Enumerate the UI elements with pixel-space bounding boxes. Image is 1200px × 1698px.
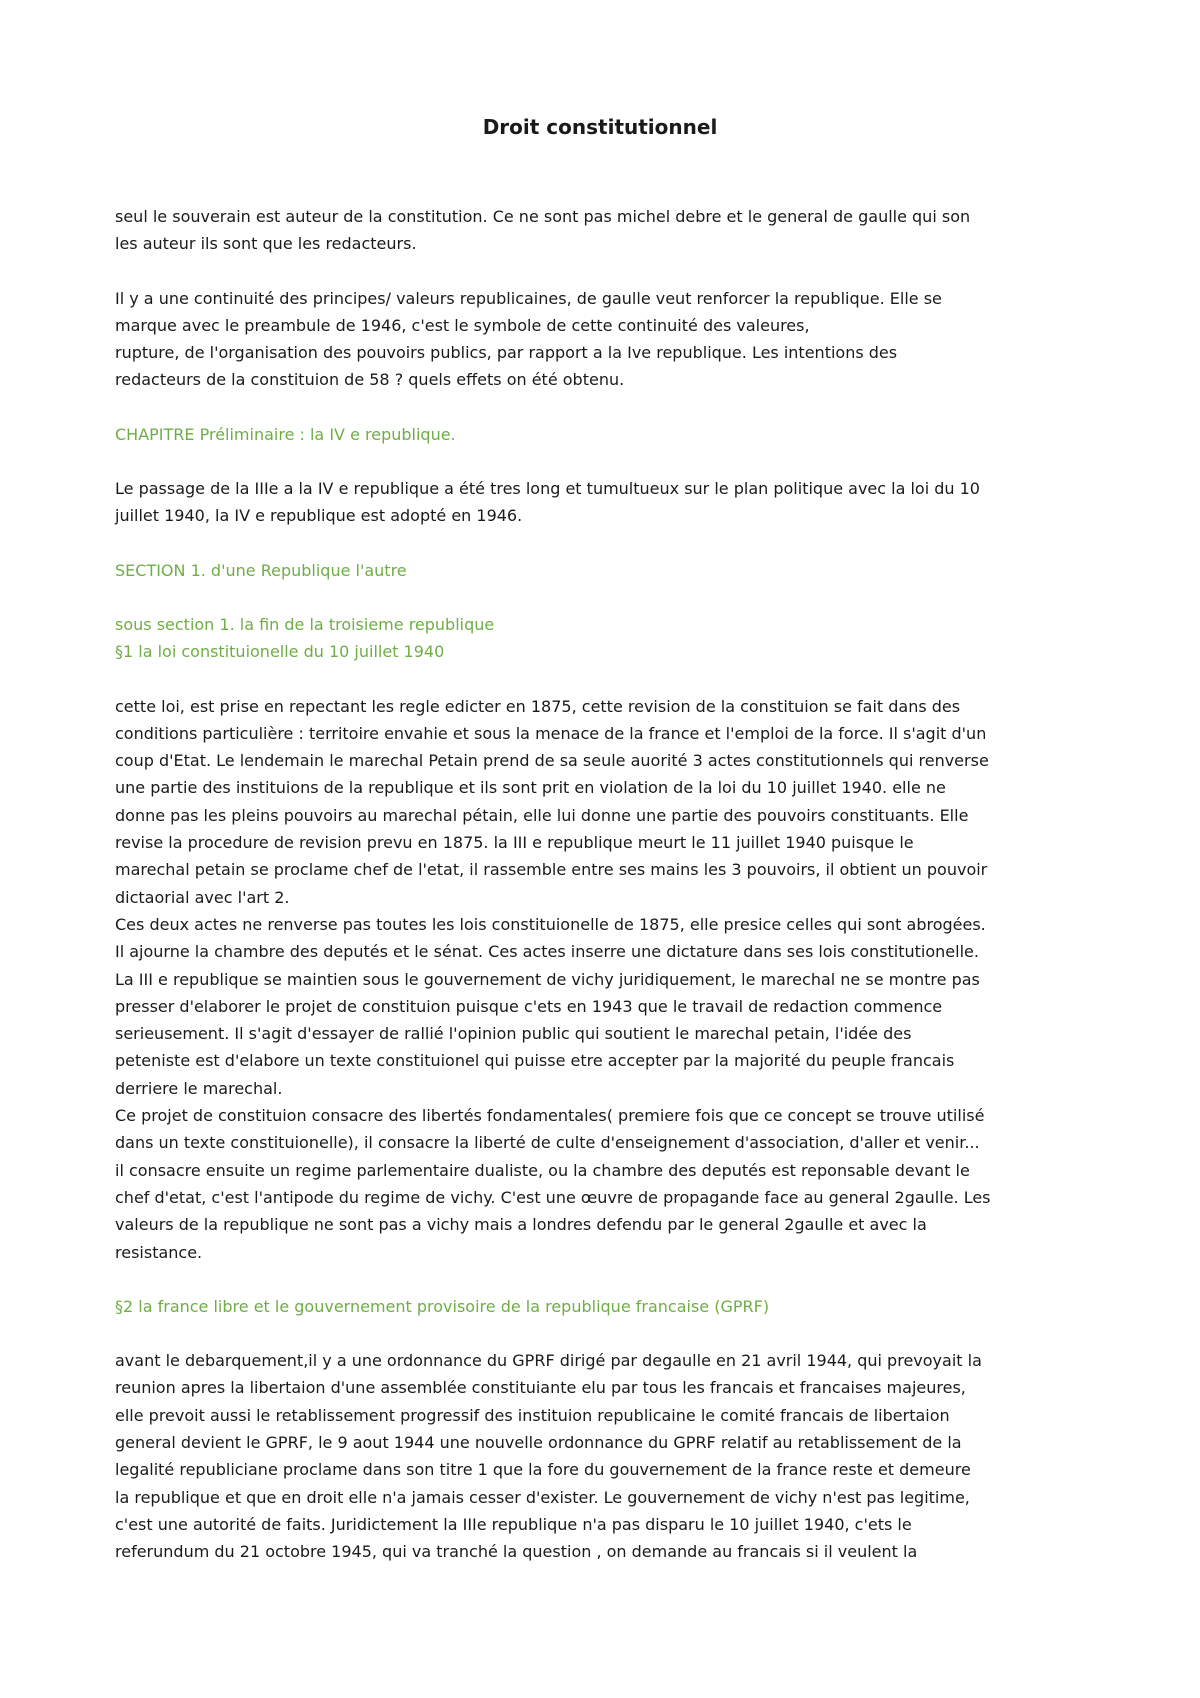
paragraph-line: derriere le marechal. xyxy=(115,1078,283,1098)
paragraph-line: serieusement. Il s'agit d'essayer de rallié l'opinion public qui soutient le marechal petain, l'idée des xyxy=(115,1024,912,1044)
paragraph-line: elle prevoit aussi le retablissement progressif des instituion republicaine le comité francais de libertaion xyxy=(115,1405,950,1425)
paragraph-line: donne pas les pleins pouvoirs au marechal pétain, elle lui donne une partie des pouvoirs constituants. Elle xyxy=(115,805,969,825)
heading-line: sous section 1. la fin de la troisieme republique xyxy=(115,614,495,634)
paragraph-line: Il ajourne la chambre des deputés et le sénat. Ces actes inserre une dictature dans ses lois constitutionelle. xyxy=(115,942,979,962)
paragraph-line: Ces deux actes ne renverse pas toutes les lois constituionelle de 1875, elle presice celles qui sont abrogées. xyxy=(115,914,986,934)
section-heading xyxy=(115,421,1100,448)
heading-line: SECTION 1. d'une Republique l'autre xyxy=(115,560,407,580)
section-heading xyxy=(115,1293,1100,1320)
paragraph-line: dans un texte constituionelle), il consacre la liberté de culte d'enseignement d'association, d'aller et venir... xyxy=(115,1133,980,1153)
heading-line: CHAPITRE Préliminaire : la IV e republique. xyxy=(115,424,456,444)
paragraph-line: seul le souverain est auteur de la constitution. Ce ne sont pas michel debre et le general de gaulle qui son xyxy=(115,207,971,226)
body-paragraph xyxy=(115,285,1100,394)
paragraph-line: Il y a une continuité des principes/ valeurs republicaines, de gaulle veut renforcer la republique. Elle se xyxy=(115,288,942,308)
body-paragraph xyxy=(115,1347,1100,1565)
section-heading xyxy=(115,557,1100,584)
paragraph-line: une partie des instituions de la republique et ils sont prit en violation de la loi du 10 juillet 1940. elle ne xyxy=(115,778,946,798)
body-paragraph xyxy=(115,693,1100,1266)
paragraph-line: La III e republique se maintien sous le gouvernement de vichy juridiquement, le marechal ne se montre pas xyxy=(115,969,980,989)
paragraph-line: conditions particulière : territoire envahie et sous la menace de la france et l'emploi de la force. Il s'agit d'un xyxy=(115,723,987,743)
paragraph-line: presser d'elaborer le projet de constituion puisque c'ets en 1943 que le travail de redaction commence xyxy=(115,996,943,1016)
paragraph-line: peteniste est d'elabore un texte constituionel qui puisse etre accepter par la majorité du peuple francais xyxy=(115,1051,955,1071)
paragraph-line: c'est une autorité de faits. Juridictement la IIIe republique n'a pas disparu le 10 juillet 1940, c'ets le xyxy=(115,1514,912,1534)
heading-line: §2 la france libre et le gouvernement provisoire de la republique francaise (GPRF) xyxy=(115,1296,770,1316)
paragraph-line: reunion apres la libertaion d'une assemblée constituiante elu par tous les francais et francaises majeures, xyxy=(115,1378,966,1398)
paragraph-line: chef d'etat, c'est l'antipode du regime de vichy. C'est une œuvre de propagande face au general 2gaulle. Les xyxy=(115,1187,991,1207)
section-heading xyxy=(115,611,1100,666)
paragraph-line: dictaorial avec l'art 2. xyxy=(115,887,290,907)
body-paragraph xyxy=(115,203,1100,258)
paragraph-line: juillet 1940, la IV e republique est adopté en 1946. xyxy=(115,506,523,526)
paragraph-line: rupture, de l'organisation des pouvoirs publics, par rapport a la Ive republique. Les intentions des xyxy=(115,343,898,363)
body-paragraph xyxy=(115,475,1100,530)
heading-line: §1 la loi constituionelle du 10 juillet 1940 xyxy=(115,642,445,662)
paragraph-line: les auteur ils sont que les redacteurs. xyxy=(115,234,417,254)
paragraph-line: cette loi, est prise en repectant les regle edicter en 1875, cette revision de la constituion se fait dans des xyxy=(115,696,961,716)
document-body xyxy=(115,203,1100,1592)
paragraph-line: referundum du 21 octobre 1945, qui va tranché la question , on demande au francais si il veulent la xyxy=(115,1542,918,1562)
paragraph-line: Le passage de la IIIe a la IV e republique a été tres long et tumultueux sur le plan politique avec la loi du 10 xyxy=(115,479,980,499)
paragraph-line: Ce projet de constituion consacre des libertés fondamentales( premiere fois que ce concept se trouve utilisé xyxy=(115,1106,985,1126)
paragraph-line: marechal petain se proclame chef de l'etat, il rassemble entre ses mains les 3 pouvoirs, il obtient un pouvoir xyxy=(115,860,988,880)
paragraph-line: il consacre ensuite un regime parlementaire dualiste, ou la chambre des deputés est reponsable devant le xyxy=(115,1160,970,1180)
paragraph-line: legalité republiciane proclame dans son titre 1 que la fore du gouvernement de la france reste et demeure xyxy=(115,1460,971,1480)
document-title: Droit constitutionnel xyxy=(482,115,718,139)
paragraph-line: valeurs de la republique ne sont pas a vichy mais a londres defendu par le general 2gaulle et avec la xyxy=(115,1215,927,1235)
paragraph-line: marque avec le preambule de 1946, c'est le symbole de cette continuité des valeures, xyxy=(115,315,810,335)
paragraph-line: resistance. xyxy=(115,1242,203,1262)
paragraph-line: la republique et que en droit elle n'a jamais cesser d'exister. Le gouvernement de vichy n'est pas legitime, xyxy=(115,1487,970,1507)
paragraph-line: coup d'Etat. Le lendemain le marechal Petain prend de sa seule auorité 3 actes constitutionnels qui renverse xyxy=(115,751,989,771)
paragraph-line: revise la procedure de revision prevu en 1875. la III e republique meurt le 11 juillet 1940 puisque le xyxy=(115,833,914,853)
paragraph-line: avant le debarquement,il y a une ordonnance du GPRF dirigé par degaulle en 21 avril 1944, qui prevoyait la xyxy=(115,1351,982,1371)
paragraph-line: redacteurs de la constituion de 58 ? quels effets on été obtenu. xyxy=(115,370,625,390)
paragraph-line: general devient le GPRF, le 9 aout 1944 une nouvelle ordonnance du GPRF relatif au retablissement de la xyxy=(115,1432,962,1452)
